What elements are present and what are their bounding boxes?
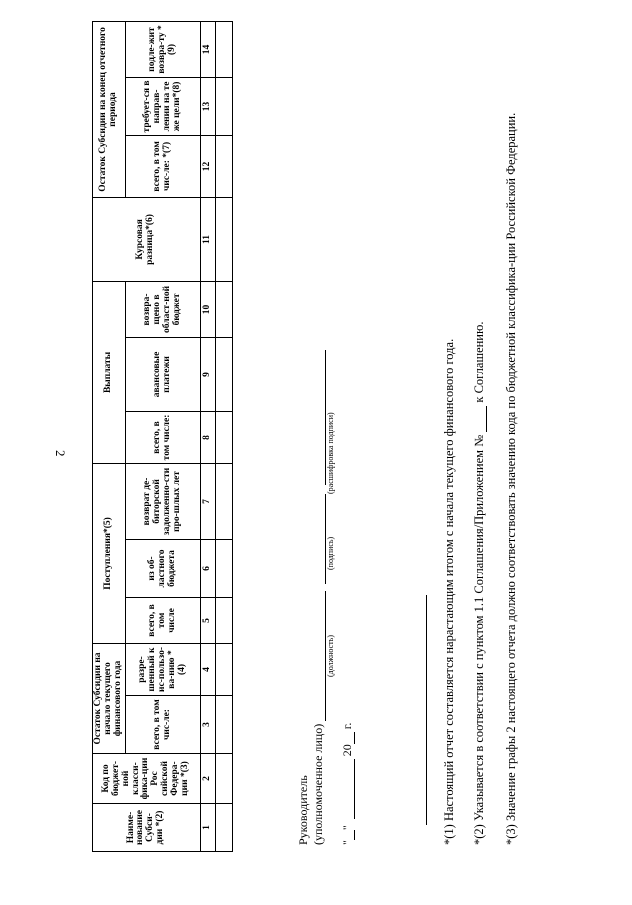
day-line <box>342 830 355 840</box>
header-start-total: всего, в том чис-ле: <box>125 696 200 754</box>
col-number: 11 <box>200 197 215 281</box>
footnote-1: *(1) Настоящий отчет составляется нарастающим итогом с начала текущего финансового года. <box>442 338 456 845</box>
col-number: 4 <box>200 643 215 695</box>
table-cell <box>215 804 232 852</box>
footnote-2-text: *(2) Указывается в соответствии с пунктом 1.1 Соглашения/Приложением № <box>472 434 486 845</box>
table-cell <box>215 77 232 135</box>
table-cell <box>215 197 232 281</box>
col-number: 6 <box>200 539 215 597</box>
header-start-allowed: разре-шенный к ис-пользо-ва-нию *(4) <box>125 643 200 695</box>
footnote-2 <box>471 45 487 845</box>
table-cell <box>215 135 232 197</box>
table-cell <box>215 754 232 804</box>
footnote-divider <box>426 595 427 825</box>
month-line <box>342 759 355 819</box>
caption-sign: (подпись) <box>326 536 335 570</box>
header-income-regional: из об-ластного бюджета <box>125 539 200 597</box>
table-cell <box>215 539 232 597</box>
table-cell <box>215 337 232 411</box>
date-quote-open: " <box>340 840 354 845</box>
date-line <box>340 723 355 845</box>
header-end-return: подле-жит возвра-ту *(9) <box>125 21 200 77</box>
table-cell <box>215 463 232 539</box>
page-number: 2 <box>53 450 68 457</box>
col-number: 9 <box>200 337 215 411</box>
table-cell <box>215 21 232 77</box>
table-cell <box>215 411 232 463</box>
signature-block <box>296 350 326 845</box>
header-pay-total: всего, в том числе: <box>125 411 200 463</box>
year-prefix: 20 <box>340 744 354 757</box>
header-income: Поступления*(5) <box>93 463 126 643</box>
sign-line <box>313 494 326 584</box>
year-line <box>342 732 355 744</box>
table-cell <box>215 597 232 643</box>
year-suffix: г. <box>340 722 354 730</box>
col-number: 3 <box>200 696 215 754</box>
date-quote-close: " <box>340 825 354 831</box>
col-number: 8 <box>200 411 215 463</box>
footnote-3: *(3) Значение графы 2 настоящего отчета должно соответствовать значению кода по бюджетной классифика-ции Российской Федерации. <box>504 112 518 845</box>
header-pay-advance: авансовые платежи <box>125 337 200 411</box>
header-subsidy-name: Наиме-нование Субси-дии *(2) <box>93 804 201 852</box>
appendix-number-line <box>474 406 487 432</box>
header-income-debt: возврат де-биторской задолженно-сти про-шлых лет <box>125 463 200 539</box>
caption-position: (должность) <box>326 635 335 677</box>
header-end-balance: Остаток Субсидии на конец отчетного периода <box>93 21 126 197</box>
signature-head-label: Руководитель <box>296 775 310 845</box>
col-number: 2 <box>200 754 215 804</box>
name-line <box>313 350 326 485</box>
col-number: 7 <box>200 463 215 539</box>
col-number: 12 <box>200 135 215 197</box>
signature-authorized-label: (уполномоченное лицо) <box>311 723 325 845</box>
table-cell <box>215 696 232 754</box>
header-payments: Выплаты <box>93 281 126 463</box>
footnote-2-suffix: к Соглашению. <box>472 321 486 403</box>
col-number: 14 <box>200 21 215 77</box>
table-cell <box>215 281 232 337</box>
header-budget-code: Код по бюджет-ной класси-фика-ции Рос сийской Федера-ции *(3) <box>93 754 201 804</box>
col-number: 13 <box>200 77 215 135</box>
table-cell <box>215 643 232 695</box>
header-start-balance: Остаток Субсидии на начало текущего финансового года <box>93 643 126 753</box>
col-number: 5 <box>200 597 215 643</box>
subsidy-report-table <box>92 21 233 852</box>
header-income-total: всего, в том числе <box>125 597 200 643</box>
col-number: 10 <box>200 281 215 337</box>
header-exchange-diff: Курсовая разница*(6) <box>93 197 201 281</box>
signature-line <box>311 350 326 845</box>
position-line <box>313 591 326 721</box>
header-end-total: всего, в том чис-ле: *(7) <box>125 135 200 197</box>
header-pay-returned: возвра-щено в област-ной бюджет <box>125 281 200 337</box>
caption-name: (расшифровка подписи) <box>326 412 335 494</box>
col-number: 1 <box>200 804 215 852</box>
header-end-required: требует-ся в направ-лении на те же цели*(8) <box>125 77 200 135</box>
